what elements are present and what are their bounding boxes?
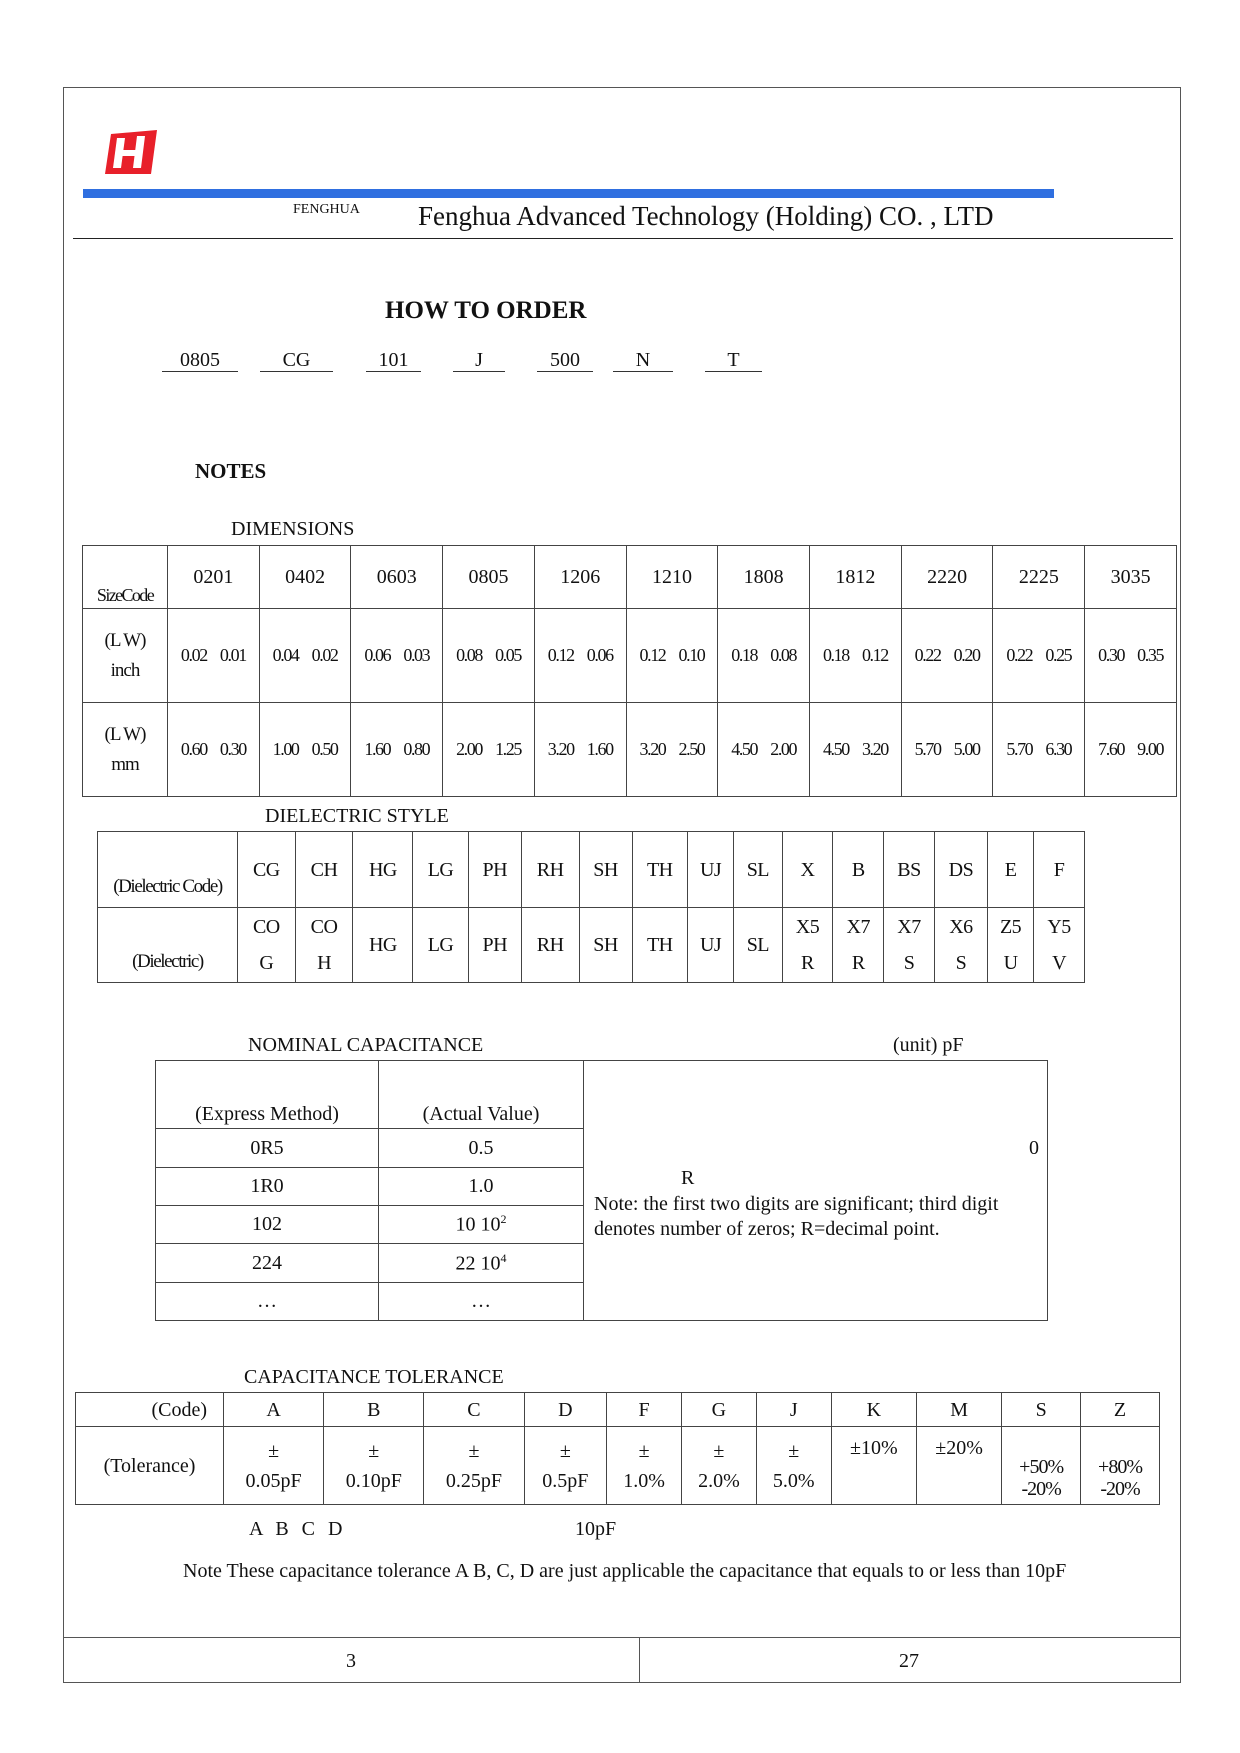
- inch-dimension-cell: 0.30 0.35: [1085, 609, 1177, 703]
- tolerance-text: ±: [368, 1439, 380, 1462]
- dielectric-text: CO: [252, 916, 280, 938]
- tolerance-text: ±20%: [935, 1437, 983, 1459]
- inch-dimension-cell: 0.08 0.05: [443, 609, 535, 703]
- dielectric-text: S: [903, 952, 915, 974]
- inch-dimension-cell: 0.04 0.02: [259, 609, 351, 703]
- footer-column-divider: [639, 1637, 640, 1683]
- note-r: R: [681, 1167, 695, 1189]
- mm-unit-label: mm: [111, 753, 139, 775]
- how-to-order-title: HOW TO ORDER: [385, 297, 587, 324]
- actual-cell: [379, 1206, 584, 1244]
- dielectric-cell: [833, 908, 884, 983]
- header-blue-bar: [83, 189, 1054, 198]
- express-cell: 1R0: [156, 1168, 379, 1206]
- actual-value: 22 10: [455, 1252, 501, 1275]
- dielectric-text: V: [1052, 952, 1067, 974]
- mm-dimension-cell: 1.60 0.80: [351, 703, 443, 797]
- tolerance-text: 1.0%: [623, 1469, 665, 1492]
- tolerance-code-cell: A: [224, 1393, 324, 1427]
- dielectric-text: X7: [846, 916, 870, 938]
- dimensions-table: [82, 545, 1177, 797]
- tolerance-value-cell: [831, 1427, 916, 1505]
- dielectric-code-cell: F: [1034, 832, 1085, 908]
- size-cell: 3035: [1085, 546, 1177, 609]
- dielectric-code-cell: TH: [632, 832, 687, 908]
- dielectric-code-cell: BS: [884, 832, 935, 908]
- dielectric-cell: [687, 908, 733, 983]
- tolerance-text: +50%: [1019, 1456, 1064, 1478]
- dielectric-code-cell: CH: [295, 832, 353, 908]
- tolerance-value-cell: [607, 1427, 682, 1505]
- tolerance-value-cell: [324, 1427, 424, 1505]
- inch-row-label: [83, 609, 168, 703]
- order-code-size: 0805: [162, 349, 238, 372]
- dielectric-text: PH: [482, 934, 508, 956]
- tolerance-code-cell: M: [916, 1393, 1001, 1427]
- dielectric-text: R: [801, 952, 814, 974]
- tolerance-value-cell: [1002, 1427, 1081, 1505]
- tolerance-text: 2.0%: [698, 1469, 740, 1492]
- notes-title: NOTES: [195, 459, 267, 483]
- dimensions-header-row: [83, 546, 1177, 609]
- tolerance-text: ±: [559, 1439, 571, 1462]
- tolerance-value-cell: [916, 1427, 1001, 1505]
- inch-dimension-cell: 0.22 0.20: [901, 609, 993, 703]
- dielectric-cell: [934, 908, 987, 983]
- dielectric-text: X6: [949, 916, 973, 938]
- dielectric-code-cell: SH: [579, 832, 632, 908]
- inch-dimension-cell: 0.22 0.25: [993, 609, 1085, 703]
- header-divider: [73, 238, 1173, 239]
- dielectric-cell: [468, 908, 521, 983]
- actual-cell: 0.5: [379, 1129, 584, 1168]
- tolerance-code-cell: B: [324, 1393, 424, 1427]
- size-code-label: SizeCode: [83, 546, 168, 609]
- dielectric-cell: [632, 908, 687, 983]
- size-cell: 1812: [810, 546, 902, 609]
- dielectric-code-label: (Dielectric Code): [98, 832, 238, 908]
- mm-dimension-cell: 7.60 9.00: [1085, 703, 1177, 797]
- tolerance-code-cell: J: [756, 1393, 831, 1427]
- dielectric-code-cell: DS: [934, 832, 987, 908]
- tolerance-text: 0.10pF: [345, 1469, 402, 1492]
- size-cell: 2225: [993, 546, 1085, 609]
- tolerance-text: ±10%: [849, 1437, 898, 1459]
- express-cell: 224: [156, 1244, 379, 1283]
- order-code-packaging: T: [705, 349, 762, 372]
- order-code-voltage: 500: [537, 349, 593, 372]
- tolerance-value-row: [76, 1427, 1160, 1505]
- mm-dimension-cell: 5.70 5.00: [901, 703, 993, 797]
- footer-divider: [63, 1637, 1181, 1638]
- footer-page-right: 27: [899, 1650, 919, 1672]
- dielectric-text: TH: [646, 934, 673, 956]
- capacitance-title: NOMINAL CAPACITANCE: [248, 1034, 484, 1056]
- actual-cell: …: [379, 1283, 584, 1321]
- dielectric-cell: [884, 908, 935, 983]
- dielectric-text: Z5: [999, 916, 1022, 938]
- tolerance-text: ±: [268, 1439, 280, 1462]
- tolerance-text: ±: [788, 1439, 800, 1462]
- actual-cell: [379, 1244, 584, 1283]
- tolerance-code-cell: D: [524, 1393, 607, 1427]
- dielectric-code-cell: UJ: [687, 832, 733, 908]
- dielectric-code-cell: X: [782, 832, 833, 908]
- tolerance-value-cell: [424, 1427, 524, 1505]
- tolerance-table: [75, 1392, 1160, 1505]
- fenghua-logo: [103, 128, 159, 176]
- actual-value-header: (Actual Value): [379, 1061, 584, 1129]
- dielectric-text: X5: [795, 916, 820, 938]
- dielectric-text: HG: [368, 934, 397, 956]
- tolerance-text: 5.0%: [772, 1469, 815, 1492]
- capacitance-note: Note: the first two digits are significant; third digit denotes number of zeros; R=decimal point.: [594, 1193, 999, 1240]
- tolerance-code-cell: F: [607, 1393, 682, 1427]
- exponent: 2: [500, 1212, 507, 1227]
- tolerance-label: (Tolerance): [76, 1427, 224, 1505]
- inch-dimension-cell: 0.18 0.12: [810, 609, 902, 703]
- mm-dimension-cell: 4.50 3.20: [810, 703, 902, 797]
- dielectric-text: X7: [897, 916, 921, 938]
- capacitance-note-cell: [584, 1061, 1048, 1321]
- inch-dimension-cell: 0.12 0.10: [626, 609, 718, 703]
- inch-dimension-cell: 0.06 0.03: [351, 609, 443, 703]
- dielectric-text: H: [317, 952, 332, 974]
- note-zero: 0: [1029, 1137, 1039, 1159]
- dielectric-text: G: [259, 952, 274, 974]
- tolerance-text: 0.5pF: [542, 1469, 589, 1492]
- dielectric-row: [98, 908, 1085, 983]
- tolerance-value-cell: [681, 1427, 756, 1505]
- tolerance-text: +80%: [1098, 1456, 1142, 1478]
- dielectric-code-cell: B: [833, 832, 884, 908]
- tolerance-code-cell: C: [424, 1393, 524, 1427]
- mm-dimension-cell: 5.70 6.30: [993, 703, 1085, 797]
- size-cell: 1206: [534, 546, 626, 609]
- company-name: Fenghua Advanced Technology (Holding) CO. , LTD: [418, 201, 994, 231]
- actual-cell: 1.0: [379, 1168, 584, 1206]
- dielectric-cell: [295, 908, 353, 983]
- size-cell: 0603: [351, 546, 443, 609]
- actual-value: 10 10: [455, 1213, 501, 1236]
- tolerance-note: Note These capacitance tolerance A B, C, D are just applicable the capacitance that equals to or less than 10pF: [183, 1560, 1067, 1582]
- mm-dimension-cell: 4.50 2.00: [718, 703, 810, 797]
- tolerance-value-cell: [756, 1427, 831, 1505]
- inch-dimension-cell: 0.12 0.06: [534, 609, 626, 703]
- tolerance-value-cell: [224, 1427, 324, 1505]
- mm-dimension-cell: 0.60 0.30: [168, 703, 260, 797]
- dielectric-cell: [988, 908, 1034, 983]
- mm-dimension-cell: 3.20 1.60: [534, 703, 626, 797]
- inch-dimension-cell: 0.02 0.01: [168, 609, 260, 703]
- dielectric-title: DIELECTRIC STYLE: [265, 805, 449, 827]
- dielectric-cell: [1034, 908, 1085, 983]
- tolerance-code-row: [76, 1393, 1160, 1427]
- tolerance-text: ±: [638, 1439, 650, 1462]
- dielectric-code-cell: HG: [353, 832, 413, 908]
- lw-label: (L W): [104, 723, 146, 745]
- tolerance-text: ±: [713, 1439, 725, 1462]
- dielectric-cell: [734, 908, 782, 983]
- brand-small-text: FENGHUA: [293, 202, 360, 217]
- dielectric-text: RH: [536, 934, 564, 956]
- dielectric-text: R: [851, 952, 865, 974]
- dimensions-mm-row: [83, 703, 1177, 797]
- express-cell: 102: [156, 1206, 379, 1244]
- lw-label: (L W): [104, 629, 146, 651]
- size-cell: 2220: [901, 546, 993, 609]
- dielectric-text: Y5: [1047, 916, 1071, 938]
- capacitance-unit: (unit) pF: [893, 1034, 964, 1056]
- tolerance-10pf: 10pF: [575, 1518, 617, 1540]
- dielectric-code-cell: RH: [521, 832, 579, 908]
- dielectric-cell: [521, 908, 579, 983]
- order-code-tolerance: J: [453, 349, 505, 372]
- dielectric-code-cell: CG: [238, 832, 296, 908]
- inch-dimension-cell: 0.18 0.08: [718, 609, 810, 703]
- tolerance-value-cell: [1081, 1427, 1160, 1505]
- capacitance-table: [155, 1060, 1048, 1321]
- dielectric-code-cell: E: [988, 832, 1034, 908]
- size-cell: 1210: [626, 546, 718, 609]
- footer-page-left: 3: [346, 1650, 356, 1672]
- dielectric-text: S: [955, 952, 967, 974]
- dielectric-text: UJ: [699, 934, 722, 956]
- tolerance-abcd: A B C D: [249, 1518, 343, 1540]
- tolerance-code-label: (Code): [76, 1393, 224, 1427]
- dielectric-table: [97, 831, 1085, 983]
- dielectric-code-cell: LG: [413, 832, 468, 908]
- dielectric-cell: [353, 908, 413, 983]
- mm-dimension-cell: 2.00 1.25: [443, 703, 535, 797]
- dielectric-code-cell: SL: [734, 832, 782, 908]
- size-cell: 0402: [259, 546, 351, 609]
- tolerance-value-cell: [524, 1427, 607, 1505]
- tolerance-text: -20%: [1021, 1478, 1061, 1500]
- mm-row-label: [83, 703, 168, 797]
- size-cell: 0805: [443, 546, 535, 609]
- tolerance-text: ±: [468, 1439, 480, 1462]
- mm-dimension-cell: 1.00 0.50: [259, 703, 351, 797]
- dielectric-cell: [238, 908, 296, 983]
- dielectric-cell: [413, 908, 468, 983]
- tolerance-code-cell: Z: [1081, 1393, 1160, 1427]
- express-cell: 0R5: [156, 1129, 379, 1168]
- tolerance-text: 0.05pF: [245, 1469, 302, 1492]
- tolerance-code-cell: K: [831, 1393, 916, 1427]
- dimensions-inch-row: [83, 609, 1177, 703]
- size-cell: 1808: [718, 546, 810, 609]
- mm-dimension-cell: 3.20 2.50: [626, 703, 718, 797]
- express-method-header: (Express Method): [156, 1061, 379, 1129]
- dielectric-cell: [579, 908, 632, 983]
- dimensions-title: DIMENSIONS: [231, 518, 355, 540]
- dielectric-code-row: [98, 832, 1085, 908]
- tolerance-code-cell: G: [681, 1393, 756, 1427]
- dielectric-cell: [782, 908, 833, 983]
- express-cell: …: [156, 1283, 379, 1321]
- tolerance-title: CAPACITANCE TOLERANCE: [244, 1366, 504, 1388]
- tolerance-text: -20%: [1100, 1478, 1140, 1500]
- dielectric-text: CO: [310, 916, 338, 938]
- dielectric-text: SH: [593, 934, 618, 956]
- dielectric-code-cell: PH: [468, 832, 521, 908]
- dielectric-text: LG: [427, 934, 454, 956]
- order-code-capacitance: 101: [366, 349, 421, 372]
- size-cell: 0201: [168, 546, 260, 609]
- tolerance-text: 0.25pF: [445, 1469, 502, 1492]
- order-code-dielectric: CG: [260, 349, 333, 372]
- capacitance-header-row: [156, 1061, 1048, 1129]
- order-code-termination: N: [613, 349, 673, 372]
- inch-unit-label: inch: [110, 659, 140, 681]
- dielectric-text: SL: [746, 934, 770, 956]
- dielectric-label: (Dielectric): [98, 908, 238, 983]
- tolerance-code-cell: S: [1002, 1393, 1081, 1427]
- dielectric-text: U: [1003, 952, 1018, 974]
- exponent: 4: [500, 1250, 507, 1265]
